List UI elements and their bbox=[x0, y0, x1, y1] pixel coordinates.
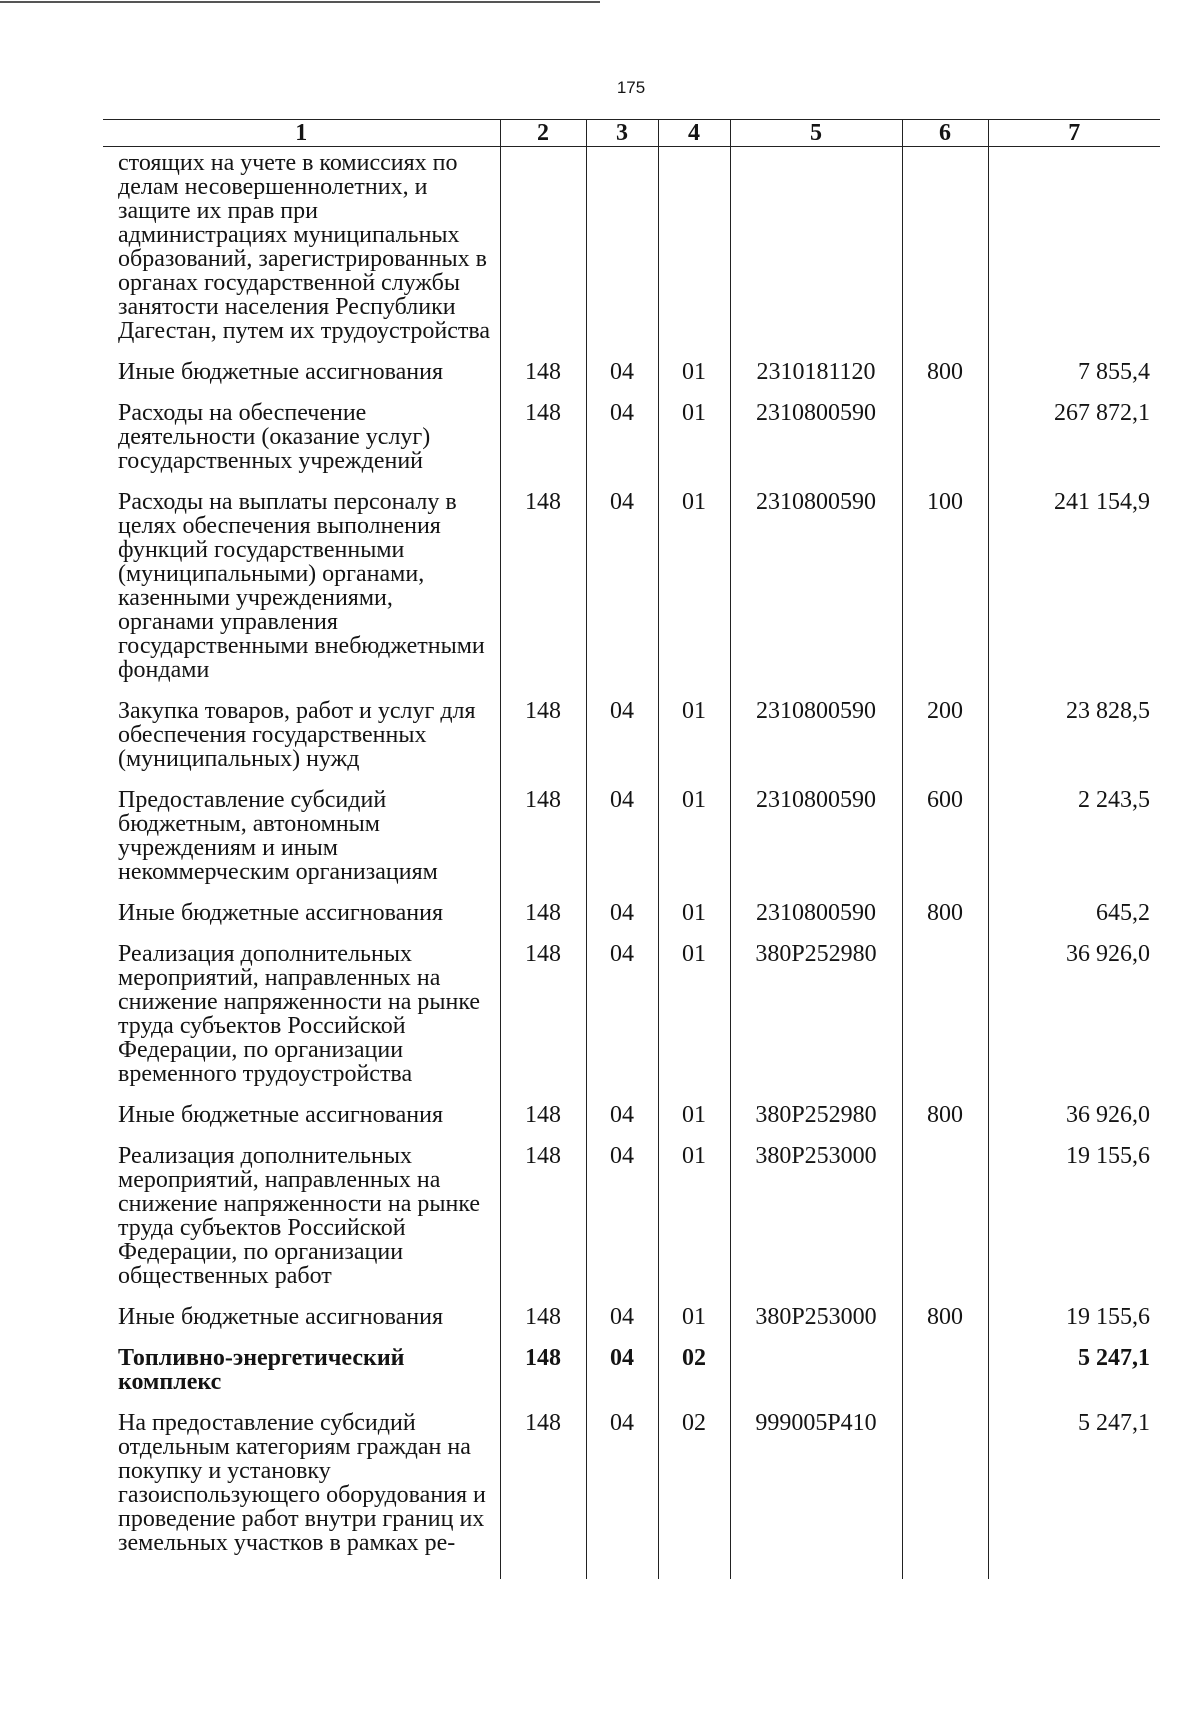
row-description: Предоставление субсидий бюджетным, автономным учреждениям и иным некоммерческим организациям bbox=[118, 787, 438, 885]
table-row bbox=[103, 699, 1160, 788]
page-number: 175 bbox=[616, 78, 646, 97]
row-section-code: 04 bbox=[586, 1103, 658, 1144]
row-amount: 36 926,0 bbox=[988, 1103, 1160, 1144]
table-row bbox=[103, 360, 1160, 401]
row-target-article: 999005P410 bbox=[730, 1411, 902, 1579]
row-ministry-code: 148 bbox=[500, 1346, 586, 1411]
row-description: Топливно-энергетический комплекс bbox=[118, 1345, 405, 1395]
row-expense-type bbox=[902, 1411, 988, 1579]
row-description: Расходы на обеспечение деятельности (оказание услуг) государственных учреждений bbox=[118, 400, 431, 474]
table-row bbox=[103, 401, 1160, 490]
table-row bbox=[103, 490, 1160, 699]
row-description: Иные бюджетные ассигнования bbox=[118, 359, 443, 385]
row-target-article: 380P253000 bbox=[730, 1144, 902, 1305]
row-subsection-code: 01 bbox=[658, 788, 730, 901]
table-row bbox=[103, 147, 1160, 361]
row-amount: 7 855,4 bbox=[988, 360, 1160, 401]
row-expense-type: 800 bbox=[902, 1305, 988, 1346]
row-amount: 19 155,6 bbox=[988, 1305, 1160, 1346]
row-target-article: 380P252980 bbox=[730, 942, 902, 1103]
row-target-article: 2310181120 bbox=[730, 360, 902, 401]
row-expense-type: 200 bbox=[902, 699, 988, 788]
row-expense-type: 100 bbox=[902, 490, 988, 699]
row-subsection-code: 01 bbox=[658, 490, 730, 699]
row-amount: 645,2 bbox=[988, 901, 1160, 942]
row-subsection-code: 01 bbox=[658, 699, 730, 788]
row-amount: 5 247,1 bbox=[988, 1346, 1160, 1411]
row-subsection-code: 02 bbox=[658, 1411, 730, 1579]
row-subsection-code: 01 bbox=[658, 401, 730, 490]
row-expense-type: 800 bbox=[902, 901, 988, 942]
row-subsection-code: 01 bbox=[658, 360, 730, 401]
row-amount bbox=[988, 147, 1160, 361]
table-body bbox=[103, 147, 1160, 1580]
row-description: Расходы на выплаты персоналу в целях обеспечения выполнения функций государственными (муниципальными) органами, казенными учреждениями, органами управления государственными внебюджетными фондами bbox=[118, 489, 485, 683]
row-section-code: 04 bbox=[586, 490, 658, 699]
row-target-article: 2310800590 bbox=[730, 401, 902, 490]
row-ministry-code: 148 bbox=[500, 788, 586, 901]
row-subsection-code: 01 bbox=[658, 1103, 730, 1144]
row-expense-type: 800 bbox=[902, 1103, 988, 1144]
row-amount: 5 247,1 bbox=[988, 1411, 1160, 1579]
row-ministry-code: 148 bbox=[500, 699, 586, 788]
row-target-article bbox=[730, 147, 902, 361]
row-subsection-code: 01 bbox=[658, 901, 730, 942]
row-description: Реализация дополнительных мероприятий, направленных на снижение напряженности на рынке труда субъектов Российской Федерации, по организации временного трудоустройства bbox=[118, 941, 481, 1087]
row-ministry-code: 148 bbox=[500, 1411, 586, 1579]
row-expense-type bbox=[902, 1346, 988, 1411]
row-ministry-code: 148 bbox=[500, 1144, 586, 1305]
row-section-code bbox=[586, 147, 658, 361]
row-ministry-code bbox=[500, 147, 586, 361]
row-section-code: 04 bbox=[586, 1144, 658, 1305]
column-header: 7 bbox=[988, 120, 1160, 147]
row-subsection-code: 02 bbox=[658, 1346, 730, 1411]
row-section-code: 04 bbox=[586, 942, 658, 1103]
row-expense-type bbox=[902, 401, 988, 490]
table-row bbox=[103, 1144, 1160, 1305]
row-section-code: 04 bbox=[586, 1305, 658, 1346]
row-amount: 36 926,0 bbox=[988, 942, 1160, 1103]
row-description: Иные бюджетные ассигнования bbox=[118, 1304, 443, 1330]
row-ministry-code: 148 bbox=[500, 901, 586, 942]
column-header: 3 bbox=[586, 120, 658, 147]
row-description: стоящих на учете в комиссиях по делам несовершеннолетних, и защите их прав при администрациях муниципальных образований, зарегистрированных в органах государственной службы занятости населения Республики Дагестан, путем их трудоустройства bbox=[118, 150, 491, 344]
column-header: 4 bbox=[658, 120, 730, 147]
row-section-code: 04 bbox=[586, 1346, 658, 1411]
row-section-code: 04 bbox=[586, 901, 658, 942]
row-ministry-code: 148 bbox=[500, 360, 586, 401]
table-row bbox=[103, 1411, 1160, 1579]
row-target-article: 380P252980 bbox=[730, 1103, 902, 1144]
row-target-article: 2310800590 bbox=[730, 490, 902, 699]
row-target-article: 380P253000 bbox=[730, 1305, 902, 1346]
row-expense-type bbox=[902, 942, 988, 1103]
row-subsection-code bbox=[658, 147, 730, 361]
row-ministry-code: 148 bbox=[500, 490, 586, 699]
row-amount: 241 154,9 bbox=[988, 490, 1160, 699]
row-expense-type bbox=[902, 147, 988, 361]
row-amount: 19 155,6 bbox=[988, 1144, 1160, 1305]
row-description: На предоставление субсидий отдельным категориям граждан на покупку и установку газоиспользующего оборудования и проведение работ внутри границ их земельных участков в рамках ре- bbox=[118, 1410, 486, 1556]
table-row bbox=[103, 1103, 1160, 1144]
row-expense-type: 800 bbox=[902, 360, 988, 401]
row-description: Закупка товаров, работ и услуг для обеспечения государственных (муниципальных) нужд bbox=[118, 698, 476, 772]
row-section-code: 04 bbox=[586, 699, 658, 788]
row-target-article: 2310800590 bbox=[730, 699, 902, 788]
budget-table-container bbox=[103, 119, 1160, 1591]
column-header: 1 bbox=[103, 120, 500, 147]
table-row bbox=[103, 1346, 1160, 1411]
row-target-article bbox=[730, 1346, 902, 1411]
table-row bbox=[103, 901, 1160, 942]
row-amount: 23 828,5 bbox=[988, 699, 1160, 788]
row-subsection-code: 01 bbox=[658, 1144, 730, 1305]
table-row bbox=[103, 942, 1160, 1103]
table-row bbox=[103, 1305, 1160, 1346]
row-description: Иные бюджетные ассигнования bbox=[118, 1102, 443, 1128]
row-subsection-code: 01 bbox=[658, 1305, 730, 1346]
row-section-code: 04 bbox=[586, 788, 658, 901]
column-header: 5 bbox=[730, 120, 902, 147]
row-ministry-code: 148 bbox=[500, 401, 586, 490]
row-section-code: 04 bbox=[586, 1411, 658, 1579]
row-target-article: 2310800590 bbox=[730, 901, 902, 942]
row-amount: 2 243,5 bbox=[988, 788, 1160, 901]
row-amount: 267 872,1 bbox=[988, 401, 1160, 490]
header-row bbox=[103, 120, 1160, 147]
row-ministry-code: 148 bbox=[500, 1103, 586, 1144]
row-expense-type: 600 bbox=[902, 788, 988, 901]
scan-edge-rule bbox=[0, 1, 600, 3]
row-description: Иные бюджетные ассигнования bbox=[118, 900, 443, 926]
row-ministry-code: 148 bbox=[500, 942, 586, 1103]
row-section-code: 04 bbox=[586, 360, 658, 401]
row-target-article: 2310800590 bbox=[730, 788, 902, 901]
table-row bbox=[103, 788, 1160, 901]
row-ministry-code: 148 bbox=[500, 1305, 586, 1346]
budget-table bbox=[103, 119, 1160, 1579]
row-expense-type bbox=[902, 1144, 988, 1305]
column-header: 2 bbox=[500, 120, 586, 147]
row-subsection-code: 01 bbox=[658, 942, 730, 1103]
column-header: 6 bbox=[902, 120, 988, 147]
row-section-code: 04 bbox=[586, 401, 658, 490]
row-description: Реализация дополнительных мероприятий, направленных на снижение напряженности на рынке труда субъектов Российской Федерации, по организации общественных работ bbox=[118, 1143, 481, 1289]
